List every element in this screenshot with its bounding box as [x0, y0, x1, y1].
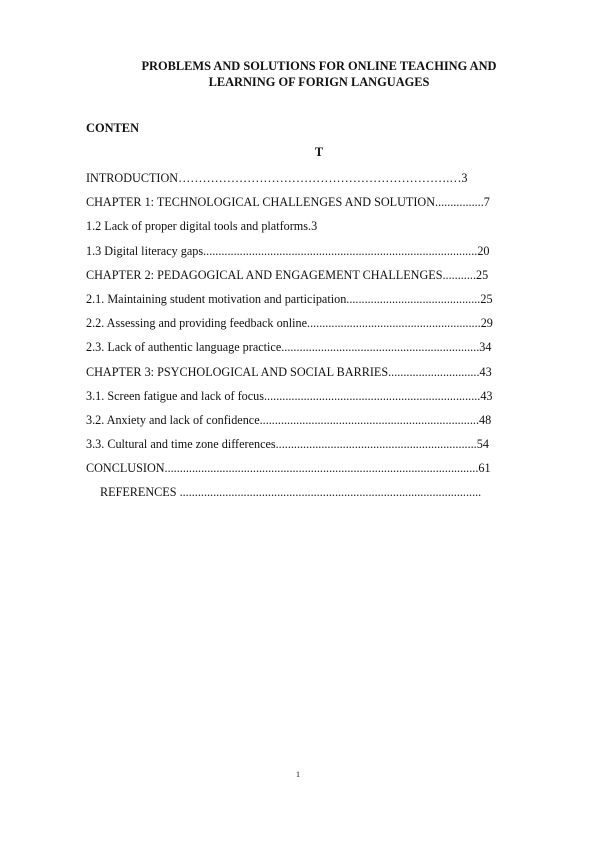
toc-entry-conclusion[interactable]: CONCLUSION.......................................................................................................61	[86, 461, 491, 476]
toc-entry-introduction[interactable]: INTRODUCTION………………………………………………………….…3	[86, 171, 468, 185]
page-number: 1	[296, 770, 300, 779]
toc-entry-section-1-2[interactable]: 1.2 Lack of proper digital tools and platforms.3	[86, 219, 318, 234]
toc-entry-section-1-3[interactable]: 1.3 Digital literacy gaps..........................................................................................20	[86, 243, 490, 258]
toc-entry-section-3-1[interactable]: 3.1. Screen fatigue and lack of focus.......................................................................43	[86, 388, 493, 403]
contents-heading: CONTEN	[86, 121, 140, 135]
toc-entry-chapter-3[interactable]: CHAPTER 3: PSYCHOLOGICAL AND SOCIAL BARRIES..............................43	[86, 364, 492, 379]
toc-entry-section-2-2[interactable]: 2.2. Assessing and providing feedback online.........................................................29	[86, 316, 493, 331]
toc-entry-references[interactable]: REFERENCES ...................................................................................................	[100, 485, 482, 500]
toc-entry-section-3-2[interactable]: 3.2. Anxiety and lack of confidence........................................................................48	[86, 412, 492, 427]
table-of-contents	[86, 168, 552, 507]
toc-entry-section-2-3[interactable]: 2.3. Lack of authentic language practice.................................................................34	[86, 340, 492, 355]
document-title-line-1: PROBLEMS AND SOLUTIONS FOR ONLINE TEACHING AND	[141, 59, 497, 73]
toc-entry-section-2-1[interactable]: 2.1. Maintaining student motivation and participation............................................25	[86, 291, 493, 306]
toc-entry-chapter-1[interactable]: CHAPTER 1: TECHNOLOGICAL CHALLENGES AND SOLUTION................7	[86, 195, 490, 210]
toc-entry-section-3-3[interactable]: 3.3. Cultural and time zone differences..................................................................54	[86, 437, 489, 452]
contents-heading-tail: T	[314, 145, 324, 159]
document-title-line-2: LEARNING OF FORIGN LANGUAGES	[208, 75, 430, 89]
toc-entry-chapter-2[interactable]: CHAPTER 2: PEDAGOGICAL AND ENGAGEMENT CHALLENGES...........25	[86, 267, 489, 282]
document-title	[86, 58, 552, 90]
